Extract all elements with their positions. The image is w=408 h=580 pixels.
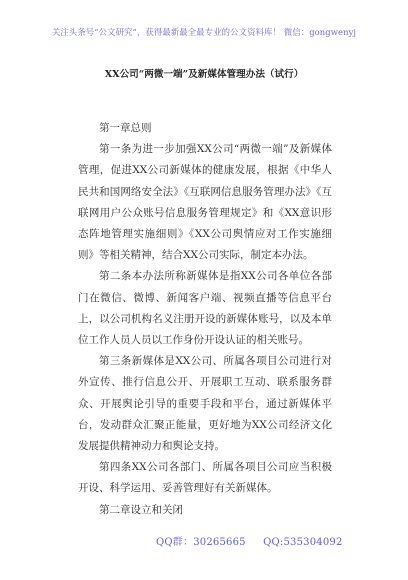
header-promo-text: 关注头条号“公文研究”，获得最新最全最专业的公文资料库！ 微信：gongwenyj	[51, 27, 357, 37]
footer-qq: QQ:535304092	[263, 537, 343, 548]
document-body	[78, 118, 332, 521]
chapter-heading: 第一章总则	[99, 122, 152, 134]
chapter-heading: 第二章设立和关闭	[99, 503, 183, 516]
document-title: XX公司“两微一端”及新媒体管理办法（试行）	[104, 69, 304, 80]
article-paragraph: 第四条XX公司各部门、所属各项目公司应当积极开设、科学运用、妥善管理好有关新媒体。	[78, 461, 332, 495]
article-paragraph: 第三条新媒体是XX公司、所属各项目公司进行对外宣传、推行信息公开、开展职工互动、联系服务群众、开展舆论引导的重要手段和平台，通过新媒体平台，发动群众汇聚正能量，更好地为XX公司经济文化发展提供精神动力和舆论支持。	[78, 355, 332, 453]
footer-contact	[156, 533, 343, 548]
article-paragraph: 第一条为进一步加强XX公司“两微一端”及新媒体管理，促进XX公司新媒体的健康发展，根据《中华人民共和国网络安全法》《互联网信息服务管理办法》《互联网用户公众账号信息服务管理规定》和《XX意识形态阵地管理实施细则》《XX公司舆情应对工作实施细则》等相关精神，结合XX公司实际，制定本办法。	[78, 143, 332, 262]
footer-qq-group: QQ群：30265665	[156, 537, 246, 548]
article-paragraph: 第二条本办法所称新媒体是指XX公司各单位各部门在微信、微博、新闻客户端、视频直播等信息平台上，以公司机构名义注册开设的新媒体账号，以及本单位工作人员人员以工作身份开设认证的相关账号。	[78, 270, 332, 347]
